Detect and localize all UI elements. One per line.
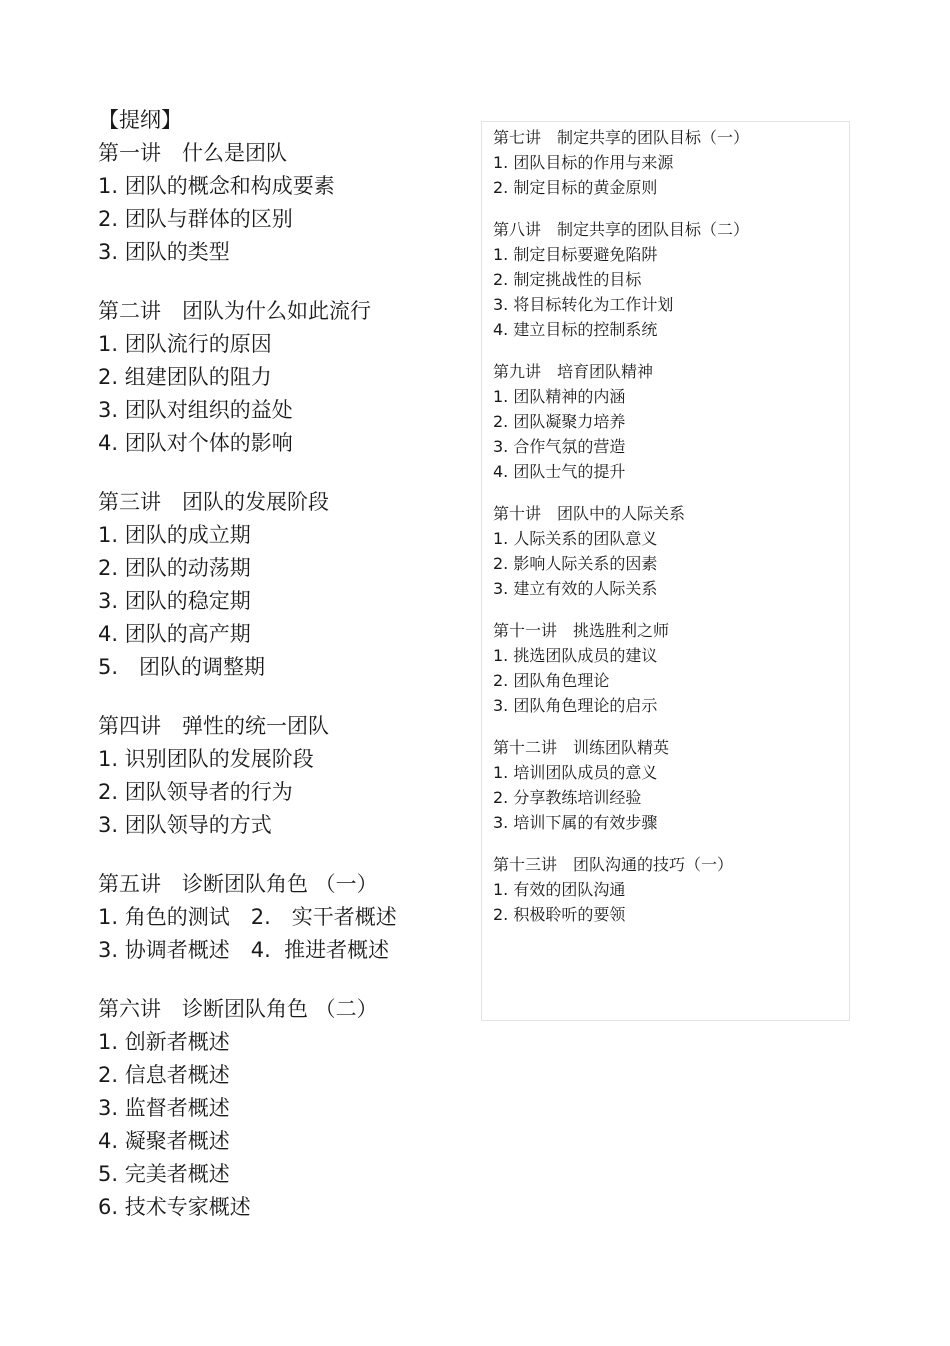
outline-item: 4. 建立目标的控制系统 — [493, 320, 658, 339]
right-section — [493, 852, 843, 927]
outline-item: 4. 团队的高产期 — [98, 622, 251, 646]
right-section — [493, 618, 843, 718]
outline-item: 4. 凝聚者概述 — [98, 1129, 230, 1153]
lecture-title: 第二讲 团队为什么如此流行 — [98, 299, 371, 323]
outline-item: 2. 积极聆听的要领 — [493, 905, 626, 924]
outline-item: 3. 培训下属的有效步骤 — [493, 813, 658, 832]
lecture-title: 第七讲 制定共享的团队目标（一） — [493, 128, 750, 147]
outline-item: 3. 合作气氛的营造 — [493, 437, 626, 456]
outline-item: 1. 团队的概念和构成要素 — [98, 174, 335, 198]
outline-item: 1. 团队目标的作用与来源 — [493, 153, 674, 172]
outline-item: 1. 培训团队成员的意义 — [493, 763, 658, 782]
right-section — [493, 125, 843, 200]
outline-item: 1. 团队流行的原因 — [98, 332, 272, 356]
outline-item: 2. 制定目标的黄金原则 — [493, 178, 658, 197]
right-section — [493, 501, 843, 601]
outline-item: 3. 建立有效的人际关系 — [493, 579, 658, 598]
outline-item: 1. 人际关系的团队意义 — [493, 529, 658, 548]
outline-item: 2. 团队凝聚力培养 — [493, 412, 626, 431]
outline-item: 2. 制定挑战性的目标 — [493, 270, 642, 289]
outline-item: 2. 团队领导者的行为 — [98, 780, 293, 804]
right-section — [493, 359, 843, 484]
right-section — [493, 217, 843, 342]
outline-item: 3. 团队角色理论的启示 — [493, 696, 658, 715]
lecture-title: 第十讲 团队中的人际关系 — [493, 504, 686, 523]
outline-item: 5. 完美者概述 — [98, 1162, 230, 1186]
outline-item: 2. 组建团队的阻力 — [98, 365, 272, 389]
outline-item: 3. 团队的类型 — [98, 240, 230, 264]
lecture-title: 第十二讲 训练团队精英 — [493, 738, 670, 757]
outline-item: 2. 团队与群体的区别 — [98, 207, 293, 231]
lecture-title: 第三讲 团队的发展阶段 — [98, 490, 329, 514]
outline-left-column — [98, 104, 468, 1250]
outline-item: 3. 将目标转化为工作计划 — [493, 295, 674, 314]
lecture-title: 第十一讲 挑选胜利之师 — [493, 621, 670, 640]
left-section — [98, 710, 468, 842]
lecture-title: 第九讲 培育团队精神 — [493, 362, 654, 381]
outline-item: 2. 分享教练培训经验 — [493, 788, 642, 807]
left-section — [98, 137, 468, 269]
outline-right-column — [493, 125, 843, 944]
lecture-title: 第一讲 什么是团队 — [98, 141, 287, 165]
outline-right-box — [481, 121, 850, 1021]
lecture-title: 第八讲 制定共享的团队目标（二） — [493, 220, 750, 239]
lecture-title: 第十三讲 团队沟通的技巧（一） — [493, 855, 734, 874]
outline-item: 2. 影响人际关系的因素 — [493, 554, 658, 573]
right-section — [493, 735, 843, 835]
outline-item: 2. 团队角色理论 — [493, 671, 610, 690]
outline-item: 3. 监督者概述 — [98, 1096, 230, 1120]
outline-item: 1. 有效的团队沟通 — [493, 880, 626, 899]
outline-heading: 【提纲】 — [98, 108, 182, 132]
outline-item: 3. 团队对组织的益处 — [98, 398, 293, 422]
left-section — [98, 868, 468, 967]
outline-item: 6. 技术专家概述 — [98, 1195, 251, 1219]
outline-item: 1. 角色的测试 2. 实干者概述 — [98, 905, 397, 929]
outline-item: 1. 团队的成立期 — [98, 523, 251, 547]
outline-item: 1. 创新者概述 — [98, 1030, 230, 1054]
outline-item: 4. 团队士气的提升 — [493, 462, 626, 481]
lecture-title: 第六讲 诊断团队角色 （二） — [98, 997, 378, 1021]
left-section — [98, 295, 468, 460]
outline-item: 3. 团队的稳定期 — [98, 589, 251, 613]
outline-item: 1. 团队精神的内涵 — [493, 387, 626, 406]
outline-item: 1. 识别团队的发展阶段 — [98, 747, 314, 771]
outline-item: 1. 挑选团队成员的建议 — [493, 646, 658, 665]
lecture-title: 第五讲 诊断团队角色 （一） — [98, 872, 378, 896]
outline-item: 3. 协调者概述 4. 推进者概述 — [98, 938, 390, 962]
outline-item: 2. 团队的动荡期 — [98, 556, 251, 580]
outline-item: 2. 信息者概述 — [98, 1063, 230, 1087]
left-sections — [98, 137, 468, 1224]
left-section — [98, 993, 468, 1224]
outline-item: 4. 团队对个体的影响 — [98, 431, 293, 455]
lecture-title: 第四讲 弹性的统一团队 — [98, 714, 329, 738]
left-section — [98, 486, 468, 684]
outline-item: 1. 制定目标要避免陷阱 — [493, 245, 658, 264]
outline-item: 3. 团队领导的方式 — [98, 813, 272, 837]
outline-item: 5. 团队的调整期 — [98, 655, 266, 679]
